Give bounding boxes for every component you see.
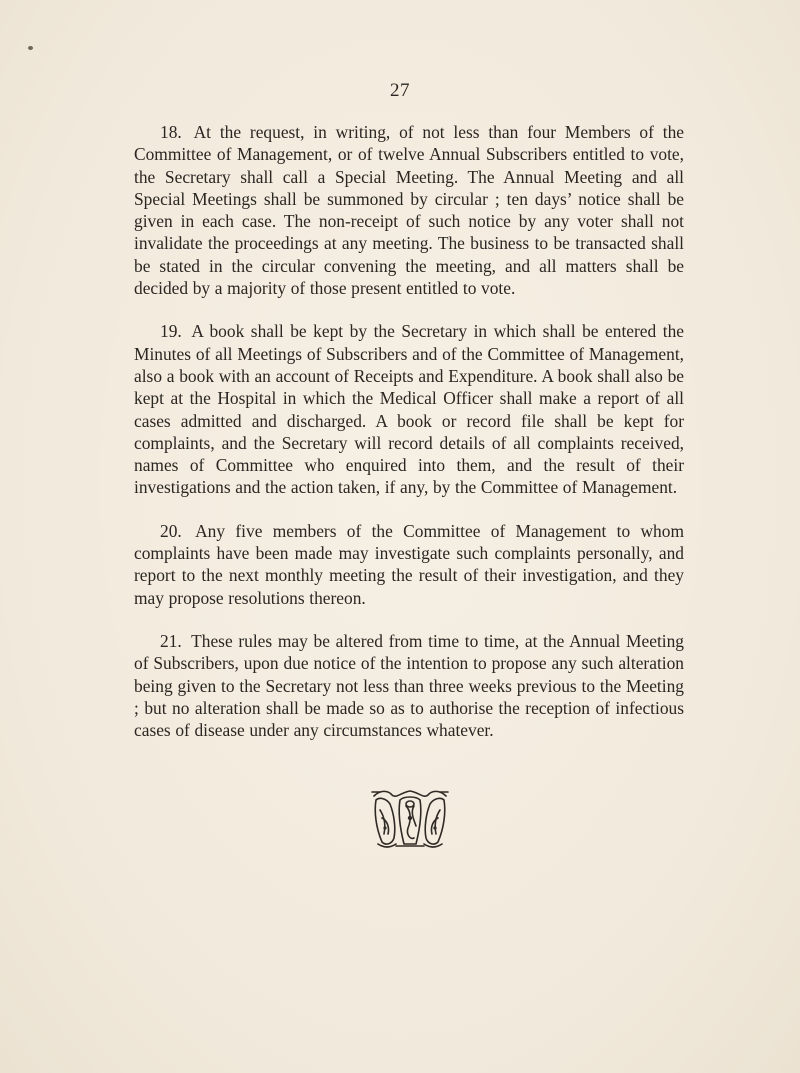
paragraph-number: 18. [160, 122, 182, 142]
paragraph-number: 20. [160, 520, 182, 541]
paragraph-rule-21 [134, 630, 684, 741]
paragraph-number: 19. [160, 321, 182, 342]
tailpiece-ornament-icon [370, 788, 450, 850]
paragraph-rule-20 [134, 520, 684, 609]
rules-text-block [134, 121, 684, 762]
page-number: 27 [390, 80, 410, 101]
paragraph-rule-19 [134, 320, 684, 498]
paragraph-number: 21. [160, 630, 182, 651]
paper-speck [28, 46, 33, 50]
paragraph-text: These rules may be altered from time to time, at the Annual Meeting of Subscribers, upon due notice of the intention to propose any such alteration being given to the Secretary not less than three weeks previous to the Meeting ; but no alteration shall be made so as to authorise the reception of infectious cases of disease under any circumstances whatever. [134, 630, 684, 741]
paragraph-text: Any five members of the Committee of Management to whom complaints have been made may investigate such complaints personally, and report to the next monthly meeting the result of their investigation, and they may propose resolutions thereon. [134, 520, 684, 608]
paragraph-rule-18 [134, 121, 684, 299]
paragraph-text: A book shall be kept by the Secretary in which shall be entered the Minutes of all Meetings of Subscribers and of the Committee of Management, also a book with an account of Receipts and Expenditure. A book shall also be kept at the Hospital in which the Medical Officer shall make a report of all cases admitted and discharged. A book or record file shall be kept for complaints, and the Secretary will record details of all complaints received, names of Committee who enquired into them, and the result of their investigations and the action taken, if any, by the Committee of Management. [134, 321, 684, 498]
paragraph-text: At the request, in writing, of not less than four Members of the Committee of Management, or of twelve Annual Subscribers entitled to vote, the Secretary shall call a Special Meeting. The Annual Meeting and all Special Meetings shall be summoned by circular ; ten days’ notice shall be given in each case. The non-receipt of such notice by any voter shall not invalidate the proceedings at any meeting. The business to be transacted shall be stated in the circular convening the meeting, and all matters shall be decided by a majority of those present entitled to vote. [134, 122, 684, 299]
